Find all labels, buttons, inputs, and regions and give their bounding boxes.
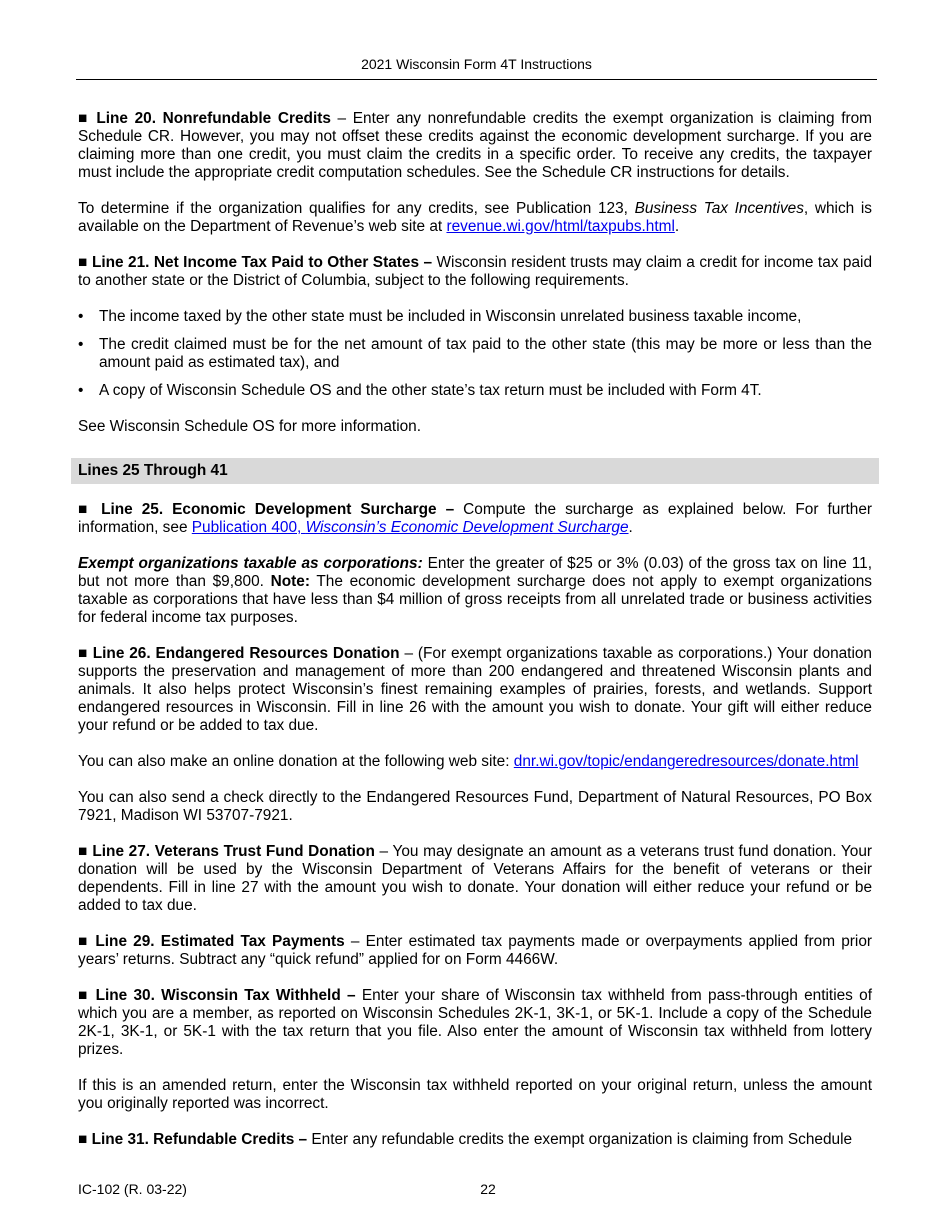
list-item: • A copy of Wisconsin Schedule OS and the other state’s tax return must be included with Form 4T.: [78, 382, 872, 400]
page-number: 22: [480, 1181, 496, 1197]
line-30-body: Enter your share of Wisconsin tax withheld from pass-through entities of which you are a member, as reported on Wisconsin Schedules 2K-1, 3K-1, or 5K-1. Include a copy of the Schedule 2K-1, 3K-1, or 5K-1 with the tax return that you file. Also enter the amount of Wisconsin tax withheld from lottery prizes.: [78, 987, 872, 1058]
line-29-heading: ■ Line 29. Estimated Tax Payments: [78, 933, 345, 950]
line-20-heading: ■ Line 20. Nonrefundable Credits: [78, 110, 331, 127]
donate-link[interactable]: dnr.wi.gov/topic/endangeredresources/donate.html: [513, 753, 859, 770]
line-29-paragraph: [78, 933, 872, 969]
section-marker-icon: ■: [78, 987, 96, 1004]
section-marker-icon: ■: [78, 933, 96, 950]
credits-info-paragraph: To determine if the organization qualifies for any credits, see Publication 123, Business Tax Incentives, which is available on the Department of Revenue’s web site at revenue.wi.gov/html/taxpubs.html.: [78, 200, 872, 235]
section-heading-bar: Lines 25 Through 41: [71, 458, 879, 484]
amended-return-paragraph: If this is an amended return, enter the Wisconsin tax withheld reported on your original return, unless the amount you originally reported was incorrect.: [78, 1077, 872, 1112]
online-donation-paragraph: You can also make an online donation at the following web site: dnr.wi.gov/topic/endangeredresources/donate.html: [78, 753, 859, 770]
section-marker-icon: ■: [78, 1131, 92, 1148]
line-21-heading: ■ Line 21. Net Income Tax Paid to Other States –: [78, 254, 433, 271]
publication-400-link[interactable]: Publication 400, Wisconsin’s Economic Development Surcharge: [191, 519, 629, 536]
section-marker-icon: ■: [78, 254, 92, 271]
list-item: • The credit claimed must be for the net amount of tax paid to the other state (this may be more or less than the amount paid as estimated tax), and: [78, 336, 872, 372]
note-label: Note:: [270, 573, 310, 590]
check-donation-paragraph: You can also send a check directly to the Endangered Resources Fund, Department of Natural Resources, PO Box 7921, Madison WI 53707-7921.: [78, 789, 872, 824]
exempt-organizations-heading: Exempt organizations taxable as corporations:: [78, 555, 423, 572]
line-20-paragraph: [78, 110, 872, 182]
line-21-paragraph: [78, 254, 872, 290]
line-26-paragraph: [78, 645, 872, 735]
header-divider: [76, 79, 877, 80]
line-31-heading: ■ Line 31. Refundable Credits –: [78, 1131, 308, 1148]
section-marker-icon: ■: [78, 501, 102, 518]
line-21-body: Wisconsin resident trusts may claim a credit for income tax paid to another state or the District of Columbia, subject to the following requirements.: [78, 254, 873, 289]
exempt-organizations-paragraph: Exempt organizations taxable as corporations: Enter the greater of $25 or 3% (0.03) of the gross tax on line 11, but not more than $9,800. Note: The economic development surcharge does not apply to exempt organizations taxable as corporations that have less than $4 million of gross receipts from all unrelated trade or business activities for federal income tax purposes.: [78, 555, 872, 626]
line-29-body: – Enter estimated tax payments made or overpayments applied from prior years’ returns. Subtract any “quick refund” applied for on Form 4466W.: [78, 933, 873, 968]
form-id: IC-102 (R. 03-22): [78, 1181, 187, 1197]
schedule-os-note: See Wisconsin Schedule OS for more information.: [78, 418, 422, 435]
section-marker-icon: ■: [78, 110, 97, 127]
line-25-paragraph: ■ Line 25. Economic Development Surcharge – Compute the surcharge as explained below. For further information, see Publication 400, Wisconsin’s Economic Development Surcharge.: [78, 501, 873, 536]
line-21-requirements-list: [78, 308, 872, 400]
page-header-title: 2021 Wisconsin Form 4T Instructions: [361, 56, 592, 72]
line-26-body: – (For exempt organizations taxable as corporations.) Your donation supports the preservation and management of more than 200 endangered and threatened Wisconsin plants and animals. It also helps protect Wisconsin’s finest remaining examples of prairies, forests, and wetlands. Support endangered resources in Wisconsin. Fill in line 26 with the amount you wish to donate. Your gift will either reduce your refund or be added to tax due.: [78, 645, 872, 734]
section-marker-icon: ■: [78, 645, 93, 662]
line-27-paragraph: [78, 843, 872, 915]
list-item: • The income taxed by the other state must be included in Wisconsin unrelated business taxable income,: [78, 308, 872, 326]
line-30-paragraph: [78, 987, 872, 1059]
line-20-body: – Enter any nonrefundable credits the exempt organization is claiming from Schedule CR. However, you may not offset these credits against the economic development surcharge. If you are claiming more than one credit, you must claim the credits in a specific order. To receive any credits, the taxpayer must include the appropriate credit computation schedules. See the Schedule CR instructions for details.: [78, 110, 872, 181]
line-27-heading: ■ Line 27. Veterans Trust Fund Donation: [78, 843, 375, 860]
publication-title: Business Tax Incentives: [634, 200, 804, 217]
page-content: [78, 110, 872, 1167]
line-31-body: Enter any refundable credits the exempt organization is claiming from Schedule: [307, 1131, 853, 1148]
line-31-paragraph: [78, 1131, 872, 1149]
line-30-heading: ■ Line 30. Wisconsin Tax Withheld –: [78, 987, 356, 1004]
taxpubs-link[interactable]: revenue.wi.gov/html/taxpubs.html: [446, 218, 675, 235]
section-marker-icon: ■: [78, 843, 93, 860]
line-25-heading: ■ Line 25. Economic Development Surcharge –: [78, 501, 455, 518]
line-26-heading: ■ Line 26. Endangered Resources Donation: [78, 645, 400, 662]
line-27-body: – You may designate an amount as a veterans trust fund donation. Your donation will be used by the Wisconsin Department of Veterans Affairs for the benefit of veterans or their dependents. Fill in line 27 with the amount you wish to donate. Your donation will either reduce your refund or be added to tax due.: [78, 843, 873, 914]
